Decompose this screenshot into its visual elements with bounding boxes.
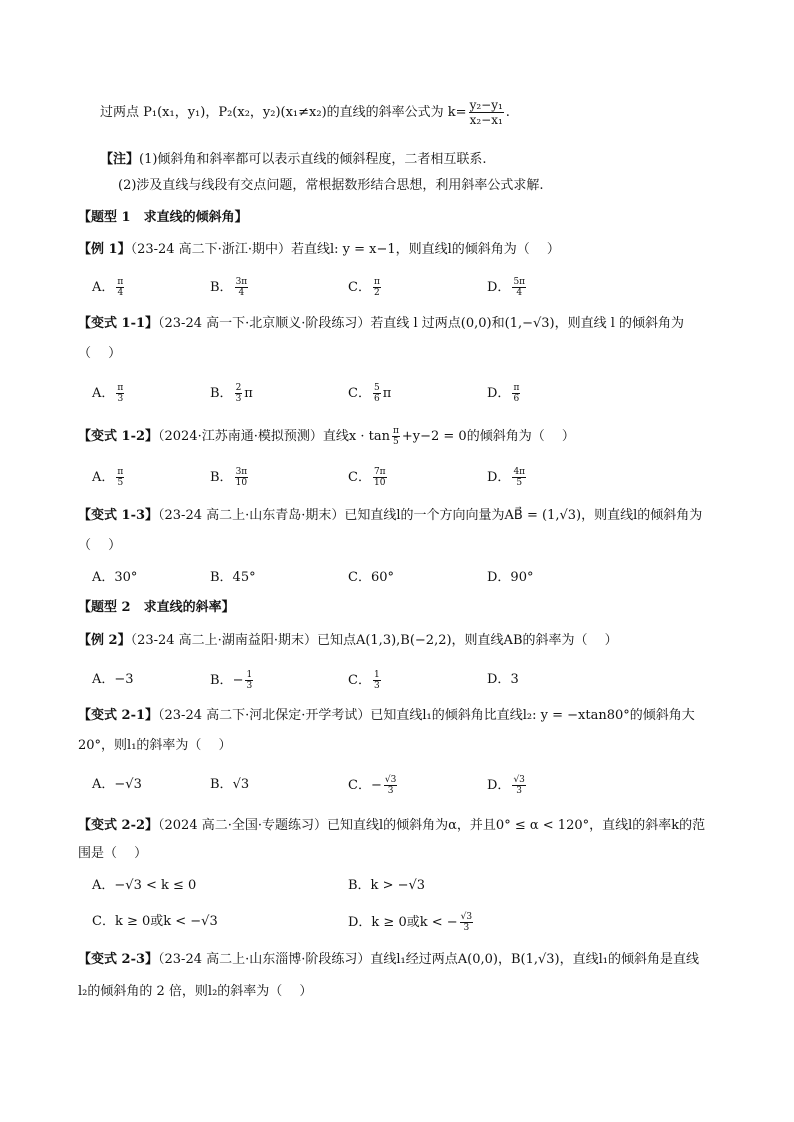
fraction-numerator: π	[117, 467, 124, 477]
option-b	[210, 383, 253, 404]
option-letter: B．	[210, 386, 233, 401]
option-letter: D．	[487, 386, 511, 401]
option-c	[348, 277, 383, 298]
option-d: D．90°	[487, 570, 534, 585]
fraction-denominator: 3	[516, 786, 523, 796]
option-suffix: π	[382, 386, 392, 401]
option-b	[210, 775, 249, 795]
option-letter: C．	[348, 470, 371, 485]
fraction-numerator: π	[513, 383, 520, 393]
variant-2-2-label: 【变式 2-2】	[78, 818, 159, 833]
option-c: C．60°	[348, 570, 394, 585]
fraction-denominator: 5	[516, 478, 523, 488]
option-fraction	[373, 383, 381, 404]
option-value: −	[232, 673, 244, 688]
option-value: −	[370, 778, 382, 793]
option-a	[92, 467, 126, 488]
fraction-denominator: 10	[235, 478, 248, 488]
fraction-denominator: 3	[235, 394, 242, 404]
option-c	[348, 670, 383, 691]
section-1-title: 【题型 1 求直线的倾斜角】	[78, 210, 248, 225]
variant-2-1-text: （23-24 高二下·河北保定·开学考试）已知直线l₁的倾斜角比直线l₂: y = −xtan80°的倾斜角大	[158, 708, 695, 723]
fraction-denominator: 6	[373, 394, 380, 404]
fraction-numerator: 5π	[513, 277, 526, 287]
fraction-numerator: 1	[373, 670, 380, 680]
slope-fraction	[469, 98, 504, 127]
variant-1-3-label: 【变式 1-3】	[78, 508, 159, 523]
variant-1-2-text-b: +y−2 = 0的倾斜角为（ ）	[401, 429, 575, 444]
option-letter: C．	[348, 280, 371, 295]
variant-2-2	[78, 816, 705, 836]
variant-2-1-line2: 20°，则l₁的斜率为（ ）	[78, 738, 232, 753]
fraction-numerator: π	[117, 383, 124, 393]
fraction-denominator: 3	[373, 681, 380, 691]
fraction-numerator: 7π	[373, 467, 386, 477]
option-a	[92, 670, 134, 690]
variant-1-1-label: 【变式 1-1】	[78, 316, 159, 331]
option-value: 3	[510, 672, 519, 687]
option-a: A．30°	[92, 570, 138, 585]
option-c	[348, 467, 389, 488]
option-letter: B．	[210, 673, 233, 688]
variant-2-2-option-c: C．k ≥ 0或k < −√3	[92, 914, 218, 929]
variant-2-3-label: 【变式 2-3】	[78, 952, 159, 967]
variant-2-2-option-d	[348, 912, 475, 933]
variant-2-2-option-d-fraction	[460, 912, 473, 933]
fraction-denominator: 10	[374, 478, 386, 488]
tan-frac-den: 5	[393, 437, 399, 447]
tan-fraction	[392, 426, 400, 447]
opt-d-num: √3	[460, 912, 473, 922]
example-2-text: （23-24 高二上·湖南益阳·期末）已知点A(1,3),B(−2,2)，则直线AB的斜率为（ ）	[130, 633, 618, 648]
fraction-denominator: 3	[117, 394, 124, 404]
option-letter: D．	[487, 280, 511, 295]
fraction-denominator: 5	[117, 478, 124, 488]
option-b: B．45°	[210, 570, 256, 585]
option-b	[210, 277, 250, 298]
fraction-numerator: π	[373, 277, 380, 287]
option-value: −3	[114, 672, 134, 687]
option-letter: D．	[487, 672, 511, 687]
variant-2-3-text: （23-24 高二上·山东淄博·阶段练习）直线l₁经过两点A(0,0)，B(1,√3)，直线l₁的倾斜角是直线	[158, 952, 699, 967]
option-a	[92, 383, 126, 404]
option-fraction	[245, 670, 253, 691]
option-c	[348, 775, 399, 796]
fraction-numerator: 1	[246, 670, 253, 680]
option-letter: D．	[487, 470, 511, 485]
option-fraction	[116, 467, 124, 488]
option-letter: B．	[210, 470, 233, 485]
slope-numerator: y₂−y₁	[469, 98, 503, 112]
variant-2-1-label: 【变式 2-1】	[78, 708, 159, 723]
fraction-denominator: 2	[374, 288, 380, 298]
option-letter: B．	[210, 280, 233, 295]
option-fraction	[512, 775, 525, 796]
example-1-text: （23-24 高二下·浙江·期中）若直线l: y = x−1，则直线l的倾斜角为（ ）	[130, 242, 560, 257]
variant-2-2-line2: 围是（ ）	[78, 846, 148, 861]
option-d	[487, 277, 528, 298]
note-label: 【注】	[100, 152, 140, 167]
option-letter: B．	[210, 777, 233, 792]
option-fraction	[384, 775, 397, 796]
variant-2-3-line2: l₂的倾斜角的 2 倍，则l₂的斜率为（ ）	[78, 984, 313, 999]
option-a	[92, 277, 126, 298]
note-2: (2)涉及直线与线段有交点问题，常根据数形结合思想，利用斜率公式求解.	[118, 178, 544, 193]
fraction-numerator: √3	[384, 775, 397, 785]
variant-1-1	[78, 314, 684, 334]
fraction-numerator: 4π	[513, 467, 526, 477]
slope-formula-line	[100, 98, 510, 127]
option-fraction	[512, 277, 526, 298]
fraction-denominator: 4	[117, 288, 124, 298]
option-fraction	[235, 383, 243, 404]
option-fraction	[512, 467, 526, 488]
fraction-denominator: 6	[513, 394, 520, 404]
note-1: (1)倾斜角和斜率都可以表示直线的倾斜程度，二者相互联系.	[139, 152, 487, 167]
variant-1-2	[78, 426, 575, 447]
fraction-numerator: 3π	[235, 277, 248, 287]
example-2	[78, 631, 618, 651]
variant-1-2-label: 【变式 1-2】	[78, 429, 159, 444]
option-fraction	[116, 383, 124, 404]
fraction-numerator: π	[117, 277, 124, 287]
option-letter: A．	[92, 280, 115, 295]
option-fraction	[116, 277, 124, 298]
fraction-denominator: 3	[387, 786, 394, 796]
fraction-denominator: 4	[516, 288, 523, 298]
fraction-numerator: 2	[235, 383, 242, 393]
variant-1-2-text-a: （2024·江苏南通·模拟预测）直线x · tan	[158, 429, 390, 444]
tan-frac-num: π	[392, 426, 399, 436]
option-a	[92, 775, 142, 795]
option-letter: A．	[92, 672, 115, 687]
option-letter: D．	[487, 778, 511, 793]
variant-2-1	[78, 706, 695, 726]
fraction-numerator: 5	[373, 383, 380, 393]
option-fraction	[512, 383, 520, 404]
option-fraction	[373, 670, 381, 691]
option-c	[348, 383, 391, 404]
option-letter: C．	[348, 778, 371, 793]
option-fraction	[373, 467, 387, 488]
option-d	[487, 775, 528, 796]
fraction-denominator: 4	[238, 288, 245, 298]
option-d	[487, 670, 519, 690]
option-letter: A．	[92, 777, 115, 792]
option-fraction	[235, 467, 249, 488]
option-d	[487, 467, 528, 488]
variant-1-1-paren: （ ）	[78, 346, 122, 361]
option-letter: C．	[348, 673, 371, 688]
variant-2-2-option-d-text: D．k ≥ 0或k < −	[348, 915, 458, 930]
option-fraction	[373, 277, 381, 298]
slope-denominator: x₂−x₁	[469, 113, 503, 127]
fraction-numerator: √3	[513, 775, 525, 785]
option-letter: A．	[92, 470, 115, 485]
variant-1-1-text: （23-24 高一下·北京顺义·阶段练习）若直线 l 过两点(0,0)和(1,−√3)，则直线 l 的倾斜角为	[158, 316, 685, 331]
option-b	[210, 670, 255, 691]
slope-formula-text: 过两点 P₁(x₁，y₁)，P₂(x₂，y₂)(x₁≠x₂)的直线的斜率公式为 k=	[100, 105, 467, 120]
example-2-label: 【例 2】	[78, 633, 131, 648]
option-value: √3	[232, 777, 250, 792]
opt-d-den: 3	[463, 923, 470, 933]
fraction-denominator: 3	[246, 681, 253, 691]
section-2-title: 【题型 2 求直线的斜率】	[78, 600, 235, 615]
variant-1-3-text: （23-24 高二上·山东青岛·期末）已知直线l的一个方向向量为AB⃗ = (1,√3)，则直线l的倾斜角为	[158, 508, 703, 523]
option-b	[210, 467, 250, 488]
variant-1-3	[78, 506, 702, 526]
variant-2-2-text: （2024 高二·全国·专题练习）已知直线l的倾斜角为α，并且0° ≤ α < 120°，直线l的斜率k的范	[158, 818, 706, 833]
variant-2-2-option-a: A．−√3 < k ≤ 0	[92, 878, 197, 893]
variant-2-3	[78, 950, 699, 970]
option-d	[487, 383, 522, 404]
fraction-numerator: 3π	[235, 467, 248, 477]
note-1-line	[100, 150, 487, 170]
slope-end: .	[505, 105, 510, 120]
option-fraction	[235, 277, 249, 298]
variant-1-3-paren: （ ）	[78, 538, 122, 553]
option-letter: A．	[92, 386, 115, 401]
example-1-label: 【例 1】	[78, 242, 131, 257]
option-letter: C．	[348, 386, 371, 401]
option-value: −√3	[114, 777, 142, 792]
example-1	[78, 240, 560, 260]
variant-2-2-option-b: B．k > −√3	[348, 878, 426, 893]
option-suffix: π	[244, 386, 253, 401]
